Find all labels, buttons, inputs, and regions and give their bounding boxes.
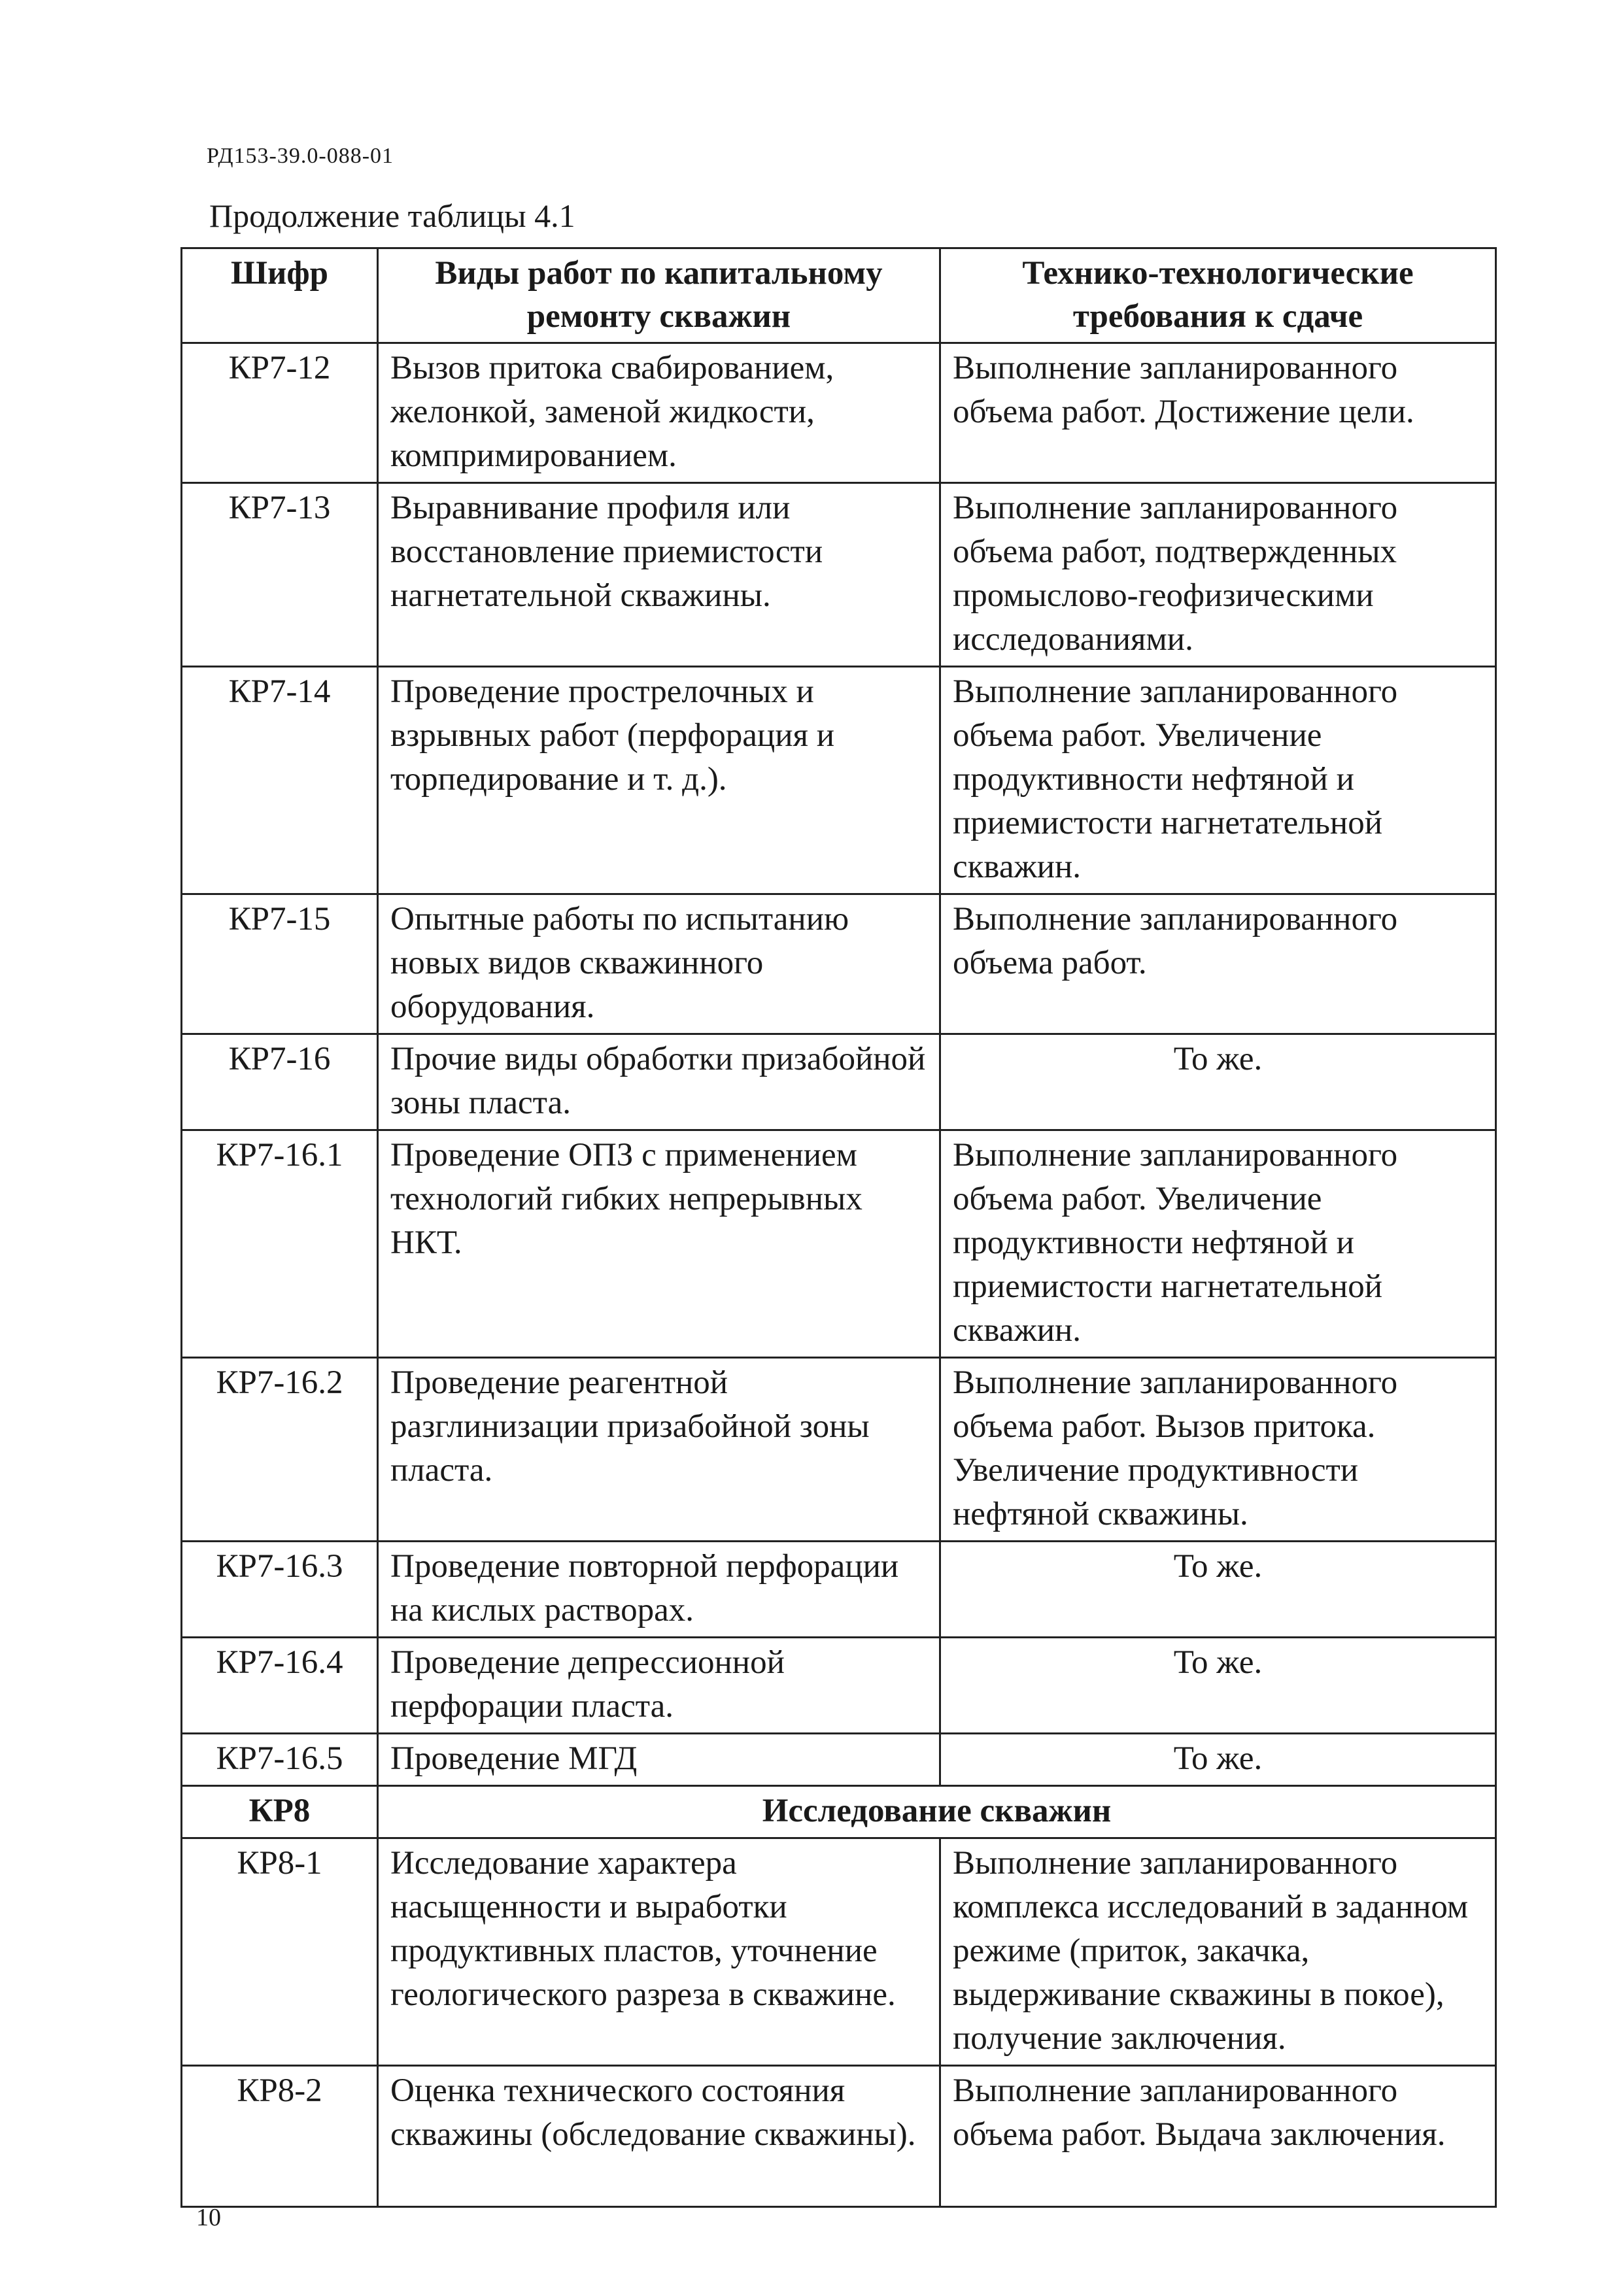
table-row	[182, 894, 1496, 1034]
cell-work: Вызов притока свабированием, желонкой, заменой жидкости, компримированием.	[378, 343, 940, 483]
cell-work: Проведение ОПЗ с применением технологий гибких непрерывных НКТ.	[378, 1130, 940, 1358]
cell-code: КР7-15	[182, 894, 378, 1034]
table-row	[182, 2066, 1496, 2207]
cell-code: КР7-16.2	[182, 1358, 378, 1542]
cell-requirement: Выполнение запланированного объема работ. Выдача заключения.	[940, 2066, 1496, 2207]
cell-code: КР7-16.1	[182, 1130, 378, 1358]
cell-requirement: Выполнение запланированного объема работ. Вызов притока. Увеличение продуктивности нефтяной скважины.	[940, 1358, 1496, 1542]
cell-requirement: Выполнение запланированного объема работ. Увеличение продуктивности нефтяной и приемистости нагнетательной скважин.	[940, 1130, 1496, 1358]
cell-code: КР7-16.5	[182, 1734, 378, 1786]
column-header-code: Шифр	[182, 248, 378, 343]
cell-work: Проведение реагентной разглинизации призабойной зоны пласта.	[378, 1358, 940, 1542]
cell-work: Исследование характера насыщенности и выработки продуктивных пластов, уточнение геологического разреза в скважине.	[378, 1838, 940, 2066]
cell-requirement: Выполнение запланированного объема работ.	[940, 894, 1496, 1034]
repair-works-table	[180, 247, 1497, 2208]
table-caption: Продолжение таблицы 4.1	[209, 197, 575, 234]
cell-requirement: Выполнение запланированного комплекса исследований в заданном режиме (приток, закачка, выдерживание скважины в покое), получение заключения.	[940, 1838, 1496, 2066]
cell-code: КР7-13	[182, 483, 378, 667]
cell-code: КР8-1	[182, 1838, 378, 2066]
table-row	[182, 1358, 1496, 1542]
cell-requirement: Выполнение запланированного объема работ, подтвержденных промыслово-геофизическими исследованиями.	[940, 483, 1496, 667]
cell-requirement: То же.	[940, 1734, 1496, 1786]
cell-requirement: То же.	[940, 1638, 1496, 1734]
cell-requirement: То же.	[940, 1034, 1496, 1130]
table-row	[182, 1542, 1496, 1638]
cell-work: Прочие виды обработки призабойной зоны пласта.	[378, 1034, 940, 1130]
section-header-row	[182, 1786, 1496, 1838]
page-number: 10	[196, 2204, 221, 2231]
cell-code: КР8-2	[182, 2066, 378, 2207]
cell-work: Опытные работы по испытанию новых видов скважинного оборудования.	[378, 894, 940, 1034]
cell-code: КР7-16.3	[182, 1542, 378, 1638]
column-header-requirements: Технико-технологические требования к сдаче	[940, 248, 1496, 343]
table-row	[182, 1638, 1496, 1734]
cell-work: Оценка технического состояния скважины (обследование скважины).	[378, 2066, 940, 2207]
table-row	[182, 1838, 1496, 2066]
table-row	[182, 1034, 1496, 1130]
table-row	[182, 1130, 1496, 1358]
cell-code: КР7-14	[182, 667, 378, 894]
table-row	[182, 667, 1496, 894]
cell-work: Проведение МГД	[378, 1734, 940, 1786]
cell-requirement: То же.	[940, 1542, 1496, 1638]
cell-code: КР7-12	[182, 343, 378, 483]
cell-code: КР7-16	[182, 1034, 378, 1130]
cell-work: Выравнивание профиля или восстановление приемистости нагнетательной скважины.	[378, 483, 940, 667]
column-header-work-type: Виды работ по капитальному ремонту скважин	[378, 248, 940, 343]
cell-code: КР7-16.4	[182, 1638, 378, 1734]
table-row	[182, 343, 1496, 483]
cell-work: Проведение прострелочных и взрывных работ (перфорация и торпедирование и т. д.).	[378, 667, 940, 894]
section-title: Исследование скважин	[378, 1786, 1496, 1838]
section-code: КР8	[182, 1786, 378, 1838]
cell-requirement: Выполнение запланированного объема работ. Достижение цели.	[940, 343, 1496, 483]
table-row	[182, 483, 1496, 667]
table-row	[182, 1734, 1496, 1786]
cell-work: Проведение повторной перфорации на кислых растворах.	[378, 1542, 940, 1638]
cell-work: Проведение депрессионной перфорации пласта.	[378, 1638, 940, 1734]
document-code: РД153-39.0-088-01	[207, 144, 394, 168]
table-header-row	[182, 248, 1496, 343]
cell-requirement: Выполнение запланированного объема работ. Увеличение продуктивности нефтяной и приемистости нагнетательной скважин.	[940, 667, 1496, 894]
